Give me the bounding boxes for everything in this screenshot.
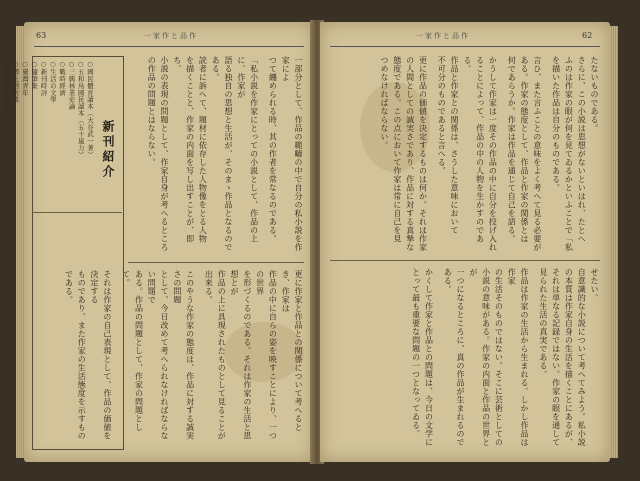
- body-line: ふのは作家の眼が何を見てゐるかといふことで「私: [564, 56, 574, 252]
- body-line: を描いた作品は自分のものである。: [551, 56, 561, 192]
- body-line: を形づくるのである。それは作家の生活と思想とが: [230, 270, 252, 440]
- body-line: それは作家の自己表現として、作品の価値を決定する: [90, 270, 112, 440]
- body-line: 何であらうか。作家は作品を通じて自己を語る。: [507, 56, 517, 243]
- body-line: 「私小説を作家にとっての小説として、作品の上に、作家が: [236, 56, 259, 243]
- body-line: 作品の中に自らの姿を映すことにより、一つの世界: [255, 270, 278, 440]
- body-line: 小説の表現の問題として、作家自身が考へるところ: [160, 56, 170, 252]
- body-line: たないものである。: [590, 56, 599, 133]
- body-line: 一つになるところに、真の作品が生まれるのである。: [443, 268, 466, 447]
- body-line: を描くことと、作家の内面を写し出すことが、即ち、: [172, 56, 195, 243]
- book-listing: ○軍國少年讀本: [2, 60, 11, 110]
- body-line: 態度である。この点において作家は常に自己を見: [392, 56, 402, 243]
- book-listing: ○郷土藝術集: [11, 60, 20, 103]
- body-line: 言ひ、また言ふことの意味をよく考へて見る必要が: [532, 56, 542, 252]
- header-rule: [330, 46, 600, 47]
- right-body-text-lower: [330, 268, 600, 450]
- listing-divider: [32, 212, 122, 213]
- book-listing: ○新刊時評: [39, 60, 48, 97]
- body-line: 更に作品の価値を決定するものは何か。それは作家: [418, 56, 428, 252]
- body-line: さらに、この小説は思想がないといはれ、たとへ: [577, 56, 587, 243]
- section-divider: [330, 260, 600, 261]
- body-line: ものであり、また作家の生活態度を示すものである。: [64, 270, 87, 440]
- book-listing: ○戰時經濟: [58, 60, 67, 97]
- page-edges-right: [610, 26, 618, 458]
- book-listing: ○五和鳥國民讀本（五十嵐力）: [76, 60, 85, 159]
- body-line: 作品と作家との関係は、さうした意味において: [450, 56, 460, 235]
- body-line: 自意識的な小説について考へてみよう。私小説: [577, 268, 587, 447]
- right-running-head: 一家作と品作: [416, 32, 470, 40]
- body-line: 小説の意味がある。作家の内面と作品の世界とが: [468, 268, 491, 447]
- body-line: の本質は作家自身の生活を描くことにあるが、: [564, 268, 574, 447]
- right-page: [320, 22, 610, 462]
- body-line: 語る独自の思想と生活が、そのまゝ作品となるのである。: [211, 56, 234, 252]
- body-line: [196, 270, 202, 448]
- body-line: の人間としての誠実さであり、作品に対する真摯な: [405, 56, 415, 252]
- body-line: かくして作家と作品との問題は、今日の文学に: [424, 268, 434, 447]
- body-line: [260, 56, 266, 256]
- open-book: [2, 12, 620, 472]
- body-line: 作品は作家の生活から生まれる。しかし作品は作家: [507, 268, 530, 447]
- body-line: かうして作家は一度その作品の中に自分を投げ入れ: [488, 56, 498, 252]
- body-line: 見られた生活の真実である。: [538, 268, 548, 379]
- body-line: [434, 268, 440, 450]
- body-line: の生活そのものではない。そこに芸術としての: [494, 268, 504, 447]
- book-listing: [0, 60, 1, 444]
- left-running-head: 一家作と品作: [144, 32, 198, 40]
- left-body-text: [128, 56, 304, 256]
- body-line: 更に作家と作品との関係について考へるとき、作家は: [281, 270, 303, 432]
- section-divider: [128, 262, 304, 263]
- book-listing: ○國民體育讀本（大谷武一著）: [86, 60, 94, 159]
- body-line: として、今日改めて考へられなければならない問題で: [147, 270, 170, 440]
- book-listing: ○臺灣青年: [20, 60, 29, 97]
- body-line: 読者に訴へて、題材に依存した人物像をとる人物: [198, 56, 208, 243]
- right-body-text: [330, 56, 600, 252]
- body-line: 不可分のものであると言へる。: [437, 56, 447, 175]
- body-line: つめなければならない。: [380, 56, 390, 150]
- book-listings: [2, 60, 94, 444]
- new-books-heading: 新刊紹介: [101, 120, 115, 180]
- body-line: ることによって、作品の中の人物を生かすのである。: [462, 56, 485, 243]
- body-line: ある。作品の問題として、作家の問題として。: [121, 270, 144, 432]
- body-line: 一部分として、作品の範疇の中で自分の私小説を作家によ: [281, 56, 303, 252]
- body-line: とって最も重要な問題の一つとなってゐる。: [411, 268, 421, 438]
- right-page-number: 62: [582, 31, 593, 40]
- body-line: つて纏められる時、其の作者を常なるのである。: [268, 56, 278, 243]
- left-page: [2, 22, 314, 462]
- body-line: 作品の上に具現されたものとして見ることが出来る。: [204, 270, 227, 440]
- left-page-number: 63: [36, 31, 47, 40]
- header-rule: [34, 46, 304, 47]
- body-line: [543, 56, 549, 252]
- left-body-text-lower: [64, 270, 304, 448]
- book-listing: ○生活の文學: [48, 60, 57, 103]
- body-line: せたい。: [590, 268, 599, 302]
- book-listing: ○三興林業史論: [67, 60, 76, 110]
- body-line: の作品の問題とはならない。: [147, 56, 157, 167]
- body-line: このやうな作家の態度は、作品に対する誠実さの問題: [172, 270, 195, 440]
- book-listing: ○隨筆集: [30, 60, 39, 90]
- body-line: ある。作家の態度として、作品と作家の関係とは: [520, 56, 530, 243]
- body-line: それは単なる記録ではない。作家の眼を通して: [551, 268, 561, 447]
